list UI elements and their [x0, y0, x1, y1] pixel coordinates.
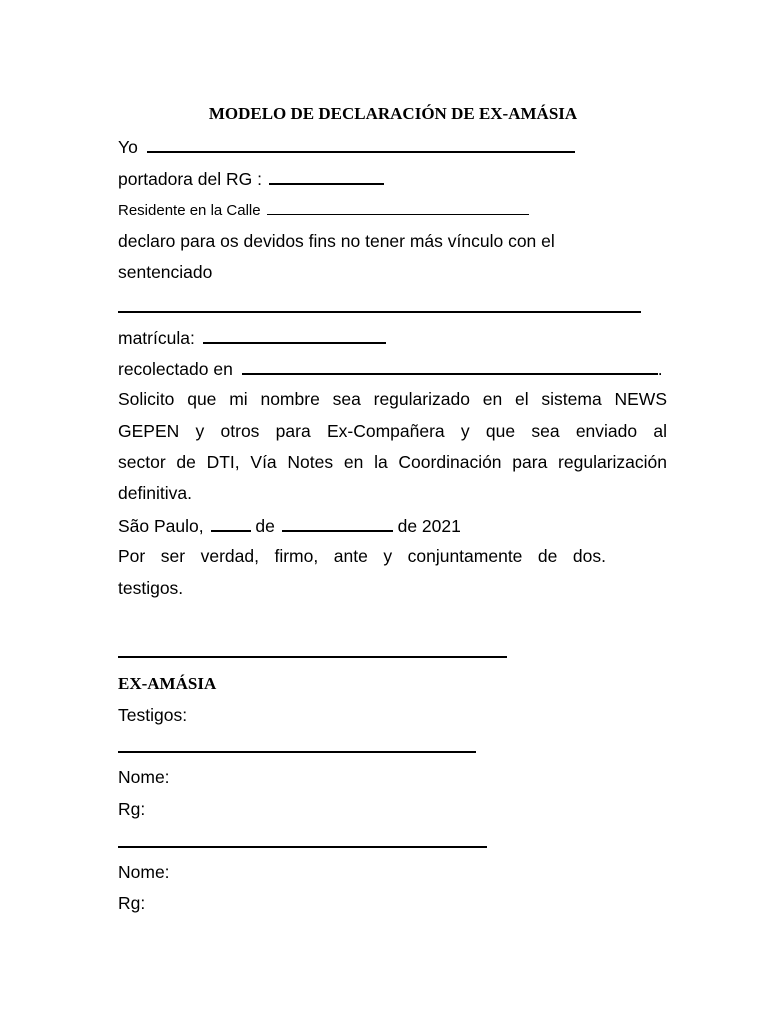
sentenced-name-blank[interactable] [118, 311, 641, 313]
date-de-1: de [255, 516, 275, 536]
signature-line[interactable] [118, 656, 507, 658]
date-city: São Paulo, [118, 516, 204, 536]
matricula-label: matrícula: [118, 328, 195, 348]
matricula-line [118, 326, 386, 349]
solicito-line-4: definitiva. [118, 483, 192, 503]
yo-line [118, 135, 575, 158]
document-title: MODELO DE DECLARACIÓN DE EX-AMÁSIA [208, 104, 578, 123]
witness-2-signature-line[interactable] [118, 846, 487, 848]
prison-blank[interactable] [242, 357, 658, 375]
rg-label: portadora del RG : [118, 169, 262, 189]
name-blank[interactable] [147, 135, 575, 153]
residente-line [118, 200, 529, 222]
witness-1-nome-label: Nome: [118, 767, 170, 787]
recolectado-label: recolectado en [118, 359, 233, 379]
witnesses-heading: Testigos: [118, 705, 188, 725]
residente-label: Residente en la Calle [118, 202, 261, 219]
witness-2-nome-label: Nome: [118, 862, 170, 882]
rg-line [118, 167, 384, 190]
signature-label: EX-AMÁSIA [118, 674, 217, 693]
month-blank[interactable] [282, 514, 393, 532]
recolectado-period: . [657, 359, 663, 379]
yo-label: Yo [118, 137, 138, 157]
street-blank[interactable] [267, 200, 529, 215]
witness-1-rg-label: Rg: [118, 799, 146, 819]
witness-2-rg-label: Rg: [118, 893, 146, 913]
solicito-line-3: sector de DTI, Vía Notes en la Coordinación para regularización [118, 452, 667, 472]
day-blank[interactable] [211, 514, 251, 532]
declaro-line: declaro para os devidos fins no tener más vínculo con el [118, 231, 555, 251]
date-line [118, 514, 461, 537]
matricula-blank[interactable] [203, 326, 386, 344]
recolectado-line [118, 357, 663, 380]
rg-blank[interactable] [269, 167, 384, 185]
sentenciado-line: sentenciado [118, 262, 213, 282]
verdad-line-1: Por ser verdad, firmo, ante y conjuntamente de dos. [118, 546, 606, 566]
solicito-line-1: Solicito que mi nombre sea regularizado en el sistema NEWS [118, 389, 667, 409]
witness-1-signature-line[interactable] [118, 751, 476, 753]
solicito-line-2: GEPEN y otros para Ex-Compañera y que sea enviado al [118, 421, 667, 441]
verdad-line-2: testigos. [118, 578, 184, 598]
date-de-2: de 2021 [397, 516, 461, 536]
